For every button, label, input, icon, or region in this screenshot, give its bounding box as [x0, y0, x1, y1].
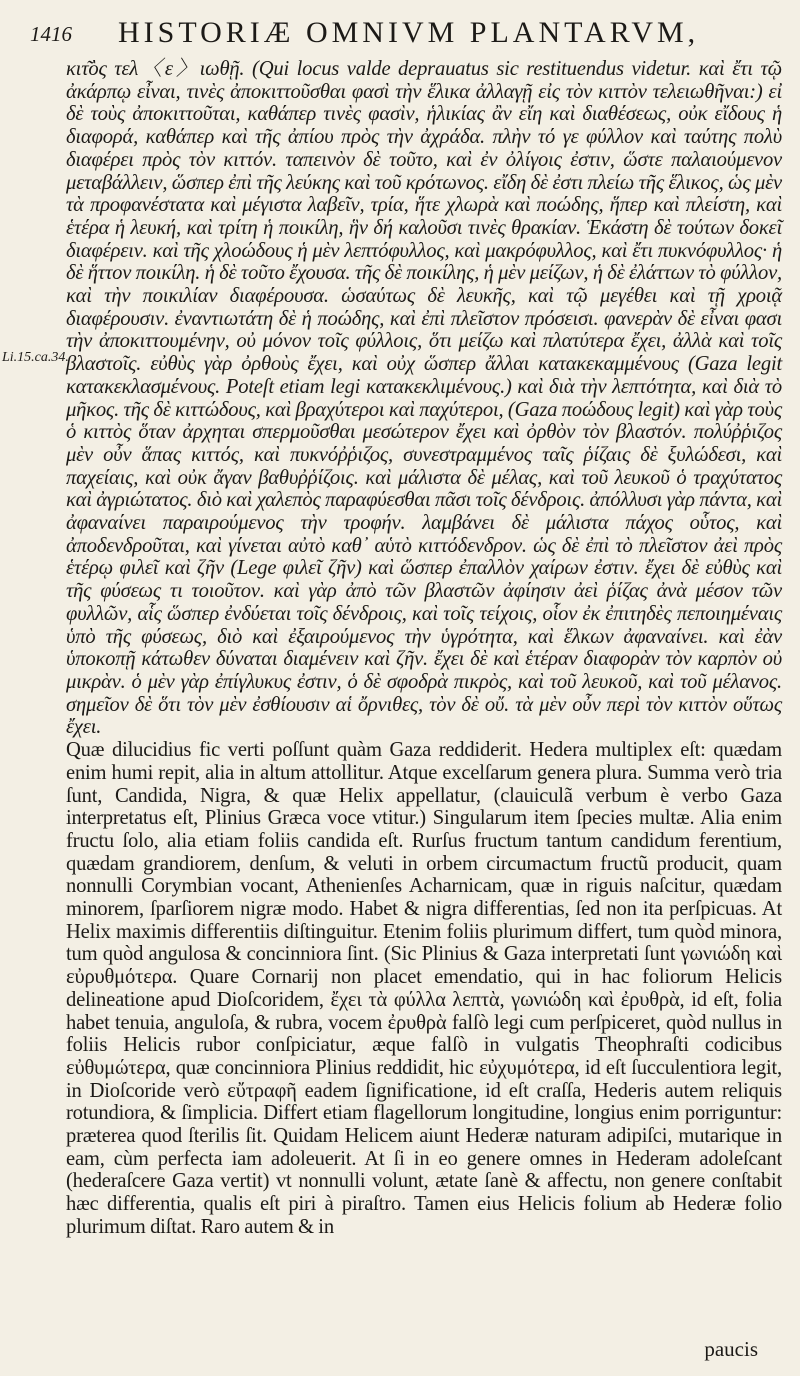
greek-passage: κιτ͂ὸς τελ〈ε〉ιωθῇ. (Qui locus valde deprauatus sic restituendus videtur. καὶ ἔτι τῷ ἀκάρπῳ εἶναι, τινὲς ἀποκιττοῦσθαι φασὶ τὴν ἕλικα ἀλλαγῇ εἰς τὸν κιττὸν τελειωθῆναι:) εἰ δὲ τοὺς ἀποκιττοῦται, καθάπερ τινὲς φασὶν, ἡλικίας ἂν εἴη καὶ διαθέσεως, οὐκ εἴδους ἡ διαφορά, καθάπερ καὶ τῆς ἀπίου πρὸς τὴν ἀχράδα. πλὴν τό γε φύλλον καὶ ταύτης πολὺ διαφέρει πρὸς τὸν κιττόν. ταπεινὸν δὲ τοῦτο, καὶ ἐν ὀλίγοις ἐστιν, ὥστε παλαιούμενον μεταβάλλειν, ὥσπερ ἐπὶ τῆς λεύκης καὶ τοῦ κρότωνος. εἴδη δὲ ἐστι πλείω τῆς ἕλικος, ὡς μὲν τὰ προφανέστατα καὶ μέγιστα λαβεῖν, τρία, ἥτε χλωρὰ καὶ ποώδης, ἥπερ καὶ πλείστη, καὶ ἑτέρα ἡ λευκή, καὶ τρίτη ἡ ποικίλη, ἣν δή καλοῦσι τινὲς θρακίαν. Ἑκάστη δὲ τούτων δοκεῖ διαφέρειν. καὶ τῆς χλοώδους ἡ μὲν λεπτόφυλλος, καὶ μακρόφυλλος, καὶ ἔτι πυκνόφυλλος· ἡ δὲ ἥττον ποικίλη. ἡ δὲ τοῦτο ἔχουσα. τῆς δὲ ποικίλης, ἡ μὲν μείζων, ἡ δὲ ἐλάττων τὸ φύλλον, καὶ τὴν ποικιλίαν διαφέρουσα. ὡσαύτως δὲ λευκῆς, καὶ τῷ μεγέθει καὶ τῇ χροιᾷ διαφέρουσιν. ἐναντιωτάτη δὲ ἡ ποώδης, καὶ ἐπὶ πλεῖστον πρόσεισι. φανερὰν δὲ εἶναι φασι τὴν ἀποκιττουμένην, οὐ μόνον τοῖς φύλλοις, ὅτι μείζω καὶ πλατύτερα ἔχει, ἀλλὰ καὶ τοῖς βλαστοῖς. εὐθὺς γὰρ ὀρθοὺς ἔχει, καὶ οὐχ ὥσπερ ἄλλαι κατακεκαμμένους (Gaza legit κατακεκλασμένους. Poteſt etiam legi κατακεκλιμένους.) καὶ διὰ τὴν λεπτότητα, καὶ διὰ τὸ μῆκος. τῆς δὲ κιττώδους, καὶ βραχύτεροι καὶ παχύτεροι, (Gaza ποώδους legit) καὶ γὰρ τοὺς ὁ κιττὸς ὅταν ἀρχηται σπερμοῦσθαι μεσώτερον ἔχει καὶ ὀρθὸν τὸν βλαστόν. πολύῤῥιζος μὲν οὖν ἅπας κιττός, καὶ πυκνόῤῥιζος, συνεστραμμένος ταῖς ῥίζαις δὲ ξυλώδεσι, καὶ παχείαις, καὶ οὐκ ἄγαν βαθυῤῥίζοις. καὶ μάλιστα δὲ μέλας, καὶ τοῦ λευκοῦ ὁ τραχύτατος καὶ ἀγριώτατος. διὸ καὶ χαλεπὸς παραφύεσθαι πᾶσι τοῖς δένδροις. ἀπόλλυσι γὰρ πάντα, καὶ ἀφαναίνει παραιρούμενος τὴν τροφήν. λαμβάνει δὲ μάλιστα πάχος οὗτος, καὶ ἀποδενδροῦται, καὶ γίνεται αὐτὸ καθ᾽ αὑτὸ κιττόδενδρον. ὡς δὲ ἐπὶ τὸ πλεῖστον ἀεὶ πρὸς ἑτέρῳ φιλεῖ καὶ ζῆν (Lege φιλεῖ ζῆν) καὶ ὥσπερ ἐπαλλὸν χαίρων ἐστιν. ἔχει δὲ εὐθὺς καὶ τῆς φύσεως τι τοιοῦτον. καὶ γὰρ ἀπὸ τῶν βλαστῶν ἀφίησιν ἀεὶ ῥίζας ἀνὰ μέσον τῶν φυλλῶν, αἷς ὥσπερ ἐνδύεται τοῖς δένδροις, καὶ τοῖς τείχοις, οἷον ἐκ ἐπιτηδὲς πεποιημέναις ὑπὸ τῆς φύσεως, διὸ καὶ ἐξαιρούμενος τὴν ὑγρότητα, καὶ ἕλκων ἀφαναίνει. καὶ ἐὰν ὑποκοπῇ κάτωθεν δύναται διαμένειν καὶ ζῆν. ἔχει δὲ καὶ ἑτέραν διαφορὰν τὸν καρπὸν οὐ μικρὰν. ὁ μὲν γὰρ ἐπίγλυκυς ἐστιν, ὁ δὲ σφοδρὰ πικρὸς, καὶ τοῦ λευκοῦ, καὶ τοῦ μέλανος. σημεῖον δὲ ὅτι τὸν μὲν ἐσθίουσιν αἱ ὄρνιθες, τὸν δὲ οὔ. τὰ μὲν οὖν περὶ τὸν κιττὸν οὕτως ἔχει.: [66, 58, 782, 739]
catchword: paucis: [704, 1337, 758, 1361]
page-number: 1416: [30, 22, 72, 46]
latin-passage: Quæ dilucidius fic verti poſſunt quàm Gaza reddiderit. Hedera multiplex eſt: quædam enim humi repit, alia in altum attollitur. Atque excelſarum genera plura. Summa verò tria ſunt, Candida, Nigra, & quæ Helix appellatur, (clauiculã verbum è verbo Gaza interpretatus eſt, Plinius Græca voce vtitur.) Singularum item ſpecies multæ. Alia enim fructu ſolo, alia etiam foliis candida eſt. Rurſus fructum tantum candidum ferentium, quædam grandiorem, denſum, & veluti in orbem circumactum fructũ producit, quam nonnulli Corymbian vocant, Athenienſes Acharnicam, quæ in riguis naſcitur, quædam minorem, ſparſiorem nigræ modo. Habet & nigra differentias, ſed non ita perſpicuas. At Helix maximis differentiis diſtinguitur. Etenim foliis plurimum differt, tum quòd minora, tum quòd angulosa & concinniora ſint. (Sic Plinius & Gaza interpretati ſunt γωνιώδη καὶ εὐρυθμότερα. Quare Cornarij non placet emendatio, qui in hac foliorum Helicis delineatione apud Dioſcoridem, ἔχει τὰ φύλλα λεπτὰ, γωνιώδη καὶ ἐρυθρὰ, id eſt, folia habet tenuia, anguloſa, & rubra, vocem ἐρυθρὰ falſò legi cum perſpiceret, quòd nullus in foliis Helicis rubor conſpiciatur, æque falſò in vulgatis Theophraſti codicibus εὐθυμώτερα, quæ concinniora Plinius reddidit, hic εὐχυμότερα, id eſt ſucculentiora legit, in Dioſcoride verò εὔτραφῆ eadem ſignificatione, id eſt craſſa, Hederis autem reliquis rotundiora, & ſimplicia. Differt etiam flagellorum longitudine, longius enim porriguntur: præterea quod ſterilis ſit. Quidam Helicem aiunt Hederæ naturam adipiſci, mutarique in eam, cùm perfecta iam adoleuerit. At ſi in eo genere omnes in Hederam adoleſcant (hederaſcere Gaza vertit) vt nonnulli volunt, ætate ſanè & affectu, non genere conſtabit hæc differentia, qualis eſt piri à piraſtro. Tamen eius Helicis folium ab Hederæ folio plurimum diſtat. Raro autem & in: [66, 739, 782, 1238]
margin-note: Li.15.ca.34.: [2, 350, 69, 365]
page-header: [30, 14, 782, 50]
running-title: HISTORIÆ OMNIVM PLANTARVM,: [118, 16, 700, 49]
main-text: [66, 58, 782, 1239]
